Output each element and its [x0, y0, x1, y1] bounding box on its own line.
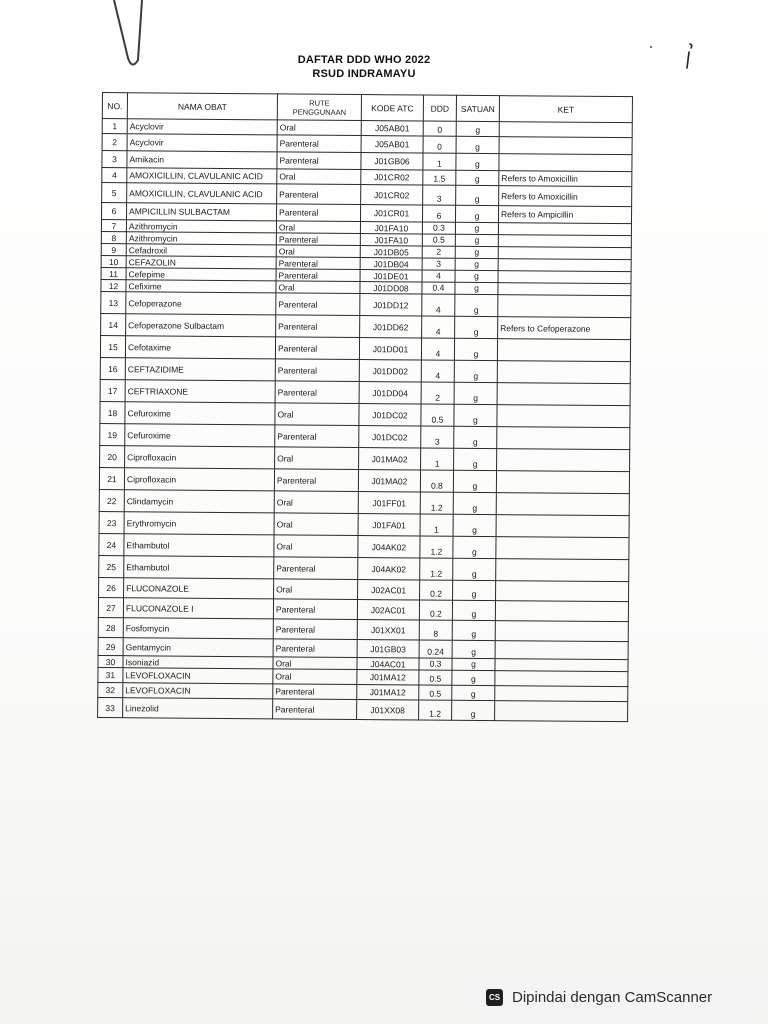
cell-nama-obat: CEFTRIAXONE — [125, 380, 275, 403]
header-satuan: SATUAN — [456, 95, 499, 121]
cell-ddd: 0.8 — [420, 470, 453, 492]
cell-ddd: 0 — [423, 121, 456, 136]
cell-no: 21 — [99, 467, 124, 489]
table-row — [98, 697, 628, 721]
cell-rute: Oral — [273, 657, 357, 670]
cell-satuan: g — [455, 205, 498, 222]
cell-no: 13 — [101, 291, 126, 313]
cell-ddd: 0.3 — [419, 658, 452, 670]
cell-rute: Oral — [277, 120, 361, 136]
cell-no: 17 — [100, 379, 125, 401]
cell-ket — [496, 515, 629, 538]
cell-no: 9 — [101, 243, 126, 255]
cell-ket: Refers to Cefoperazone — [498, 317, 631, 340]
cell-rute: Parenteral — [276, 233, 360, 246]
cell-kode-atc: J05AB01 — [361, 121, 423, 136]
cell-rute: Parenteral — [273, 639, 357, 658]
cell-no: 3 — [102, 151, 127, 168]
cell-satuan: g — [456, 185, 499, 205]
cell-kode-atc: J01DD04 — [359, 382, 421, 404]
cell-ddd: 0.2 — [419, 600, 452, 620]
cell-no: 16 — [100, 357, 125, 379]
camscanner-watermark — [472, 982, 757, 1012]
cell-kode-atc: J01FA10 — [360, 234, 422, 246]
cell-satuan: g — [453, 580, 496, 600]
cell-no: 31 — [98, 667, 123, 682]
cell-nama-obat: Acyclovir — [127, 134, 277, 152]
cell-satuan: g — [452, 685, 495, 700]
cell-ket: Refers to Amoxicillin — [499, 171, 632, 187]
cell-nama-obat: Azithromycin — [126, 220, 276, 233]
cell-ket — [498, 283, 631, 296]
cell-ket — [498, 223, 631, 236]
cell-no: 7 — [101, 220, 126, 232]
cell-no: 32 — [98, 682, 123, 697]
cell-nama-obat: AMOXICILLIN, CLAVULANIC ACID — [127, 168, 277, 184]
cell-rute: Parenteral — [274, 469, 358, 492]
cell-kode-atc: J01DB05 — [360, 246, 422, 258]
cell-nama-obat: FLUCONAZOLE — [124, 578, 274, 599]
cell-satuan: g — [454, 426, 497, 448]
cell-no: 8 — [101, 231, 126, 243]
document-title: DAFTAR DDD WHO 2022 — [297, 54, 431, 66]
cell-nama-obat: AMOXICILLIN, CLAVULANIC ACID — [127, 183, 277, 204]
cell-ddd: 0.24 — [419, 640, 452, 658]
cell-satuan: g — [452, 600, 495, 620]
cell-kode-atc: J01MA02 — [359, 448, 421, 470]
cell-no: 15 — [100, 335, 125, 357]
cell-kode-atc: J01DD08 — [360, 282, 422, 294]
cell-nama-obat: Azithromycin — [126, 232, 276, 245]
cell-nama-obat: Ciprofloxacin — [124, 468, 274, 491]
cell-ket — [495, 621, 628, 642]
cell-ket — [495, 659, 628, 672]
cell-ddd: 0.5 — [422, 234, 455, 246]
cell-nama-obat: Isoniazid — [123, 656, 273, 669]
cell-nama-obat: AMPICILLIN SULBACTAM — [126, 203, 276, 221]
cell-satuan: g — [455, 258, 498, 270]
cell-rute: Parenteral — [273, 684, 357, 700]
cell-satuan: g — [454, 404, 497, 426]
header-rute-line1: RUTE — [309, 98, 330, 108]
cell-ddd: 0.5 — [419, 670, 452, 685]
cell-ddd: 0.5 — [421, 404, 454, 426]
header-ddd: DDD — [423, 95, 456, 121]
cell-rute: Parenteral — [274, 557, 358, 580]
cell-kode-atc: J01DE01 — [360, 270, 422, 282]
cell-ket — [495, 671, 628, 687]
cell-satuan: g — [455, 294, 498, 316]
pen-mark — [682, 42, 696, 72]
cell-kode-atc: J01GB03 — [357, 640, 419, 658]
cell-rute: Oral — [274, 513, 358, 536]
header-kode-atc: KODE ATC — [361, 95, 423, 121]
cell-ddd: 0.4 — [422, 282, 455, 294]
cell-kode-atc: J01FA01 — [358, 514, 420, 536]
cell-ddd: 4 — [421, 338, 454, 360]
cell-satuan: g — [453, 536, 496, 558]
paper-clip-mark — [108, 0, 148, 72]
cell-nama-obat: Cefadroxil — [126, 244, 276, 257]
cell-rute: Parenteral — [276, 204, 360, 222]
table-body — [98, 119, 633, 722]
cell-kode-atc: J01CR01 — [360, 205, 422, 222]
cell-ddd: 3 — [422, 258, 455, 270]
cell-no: 10 — [101, 255, 126, 267]
cell-rute: Parenteral — [275, 425, 359, 448]
cell-ket — [497, 383, 630, 406]
cell-nama-obat: Linezolid — [123, 698, 273, 719]
cell-no: 33 — [98, 697, 123, 717]
cell-kode-atc: J01DD01 — [359, 338, 421, 360]
camscanner-text: Dipindai dengan CamScanner — [512, 988, 713, 1006]
cell-ddd: 1.2 — [420, 492, 453, 514]
cell-no: 25 — [99, 555, 124, 577]
cell-no: 30 — [98, 655, 123, 667]
cell-kode-atc: J01DD02 — [359, 360, 421, 382]
cell-satuan: g — [454, 360, 497, 382]
cell-nama-obat: Cefepime — [126, 268, 276, 281]
cell-kode-atc: J01CR02 — [361, 170, 423, 185]
cell-rute: Parenteral — [276, 293, 360, 316]
cell-kode-atc: J01DB04 — [360, 258, 422, 270]
cell-ket — [498, 235, 631, 248]
header-ket: KET — [499, 96, 632, 123]
cell-ket — [497, 339, 630, 362]
cell-kode-atc: J01MA12 — [357, 670, 419, 685]
cell-ddd: 4 — [421, 360, 454, 382]
cell-ddd: 0 — [423, 136, 456, 153]
cell-kode-atc: J04AK02 — [358, 558, 420, 580]
camscanner-logo: CS — [486, 989, 503, 1006]
cell-ddd: 1.2 — [420, 536, 453, 558]
cell-satuan: g — [455, 282, 498, 294]
cell-satuan: g — [453, 492, 496, 514]
cell-rute: Oral — [275, 403, 359, 426]
cell-ddd: 0.3 — [422, 222, 455, 234]
cell-rute: Parenteral — [276, 257, 360, 270]
cell-ddd: 1 — [423, 153, 456, 170]
cell-no: 18 — [100, 401, 125, 423]
cell-ddd: 4 — [422, 316, 455, 338]
stray-dot-mark — [650, 46, 652, 48]
cell-ket — [496, 537, 629, 560]
cell-kode-atc: J01MA02 — [358, 470, 420, 492]
cell-ket — [495, 601, 628, 622]
cell-rute: Oral — [276, 281, 360, 294]
cell-rute: Oral — [276, 245, 360, 258]
cell-kode-atc: J01DD62 — [360, 316, 422, 338]
cell-ddd: 2 — [421, 382, 454, 404]
cell-ket — [495, 641, 628, 660]
cell-kode-atc: J05AB01 — [361, 136, 423, 153]
cell-satuan: g — [456, 170, 499, 185]
cell-kode-atc: J04AK02 — [358, 536, 420, 558]
cell-ket — [499, 122, 632, 138]
cell-no: 6 — [101, 203, 126, 220]
header-nama-obat: NAMA OBAT — [127, 93, 277, 120]
cell-satuan: g — [453, 514, 496, 536]
cell-ddd: 0.5 — [419, 685, 452, 700]
cell-ddd: 6 — [422, 205, 455, 222]
cell-ket — [495, 686, 628, 702]
cell-ket — [497, 449, 630, 472]
cell-rute: Oral — [274, 491, 358, 514]
cell-no: 23 — [99, 511, 124, 533]
cell-kode-atc: J01FF01 — [358, 492, 420, 514]
header-rute-line2: PENGGUNAAN — [292, 106, 347, 117]
cell-satuan: g — [455, 316, 498, 338]
cell-ket — [496, 581, 629, 602]
cell-rute: Parenteral — [277, 152, 361, 170]
cell-rute: Parenteral — [277, 135, 361, 153]
cell-ddd: 8 — [419, 620, 452, 640]
cell-ket — [499, 137, 632, 155]
cell-satuan: g — [452, 640, 495, 658]
cell-nama-obat: FLUCONAZOLE I — [123, 598, 273, 619]
cell-satuan: g — [454, 338, 497, 360]
ddd-table — [97, 92, 633, 722]
cell-nama-obat: Ciprofloxacin — [125, 446, 275, 469]
cell-ket — [495, 701, 628, 722]
cell-ket — [498, 247, 631, 260]
cell-no: 11 — [101, 267, 126, 279]
cell-satuan: g — [454, 382, 497, 404]
cell-ket — [496, 471, 629, 494]
cell-satuan: g — [455, 222, 498, 234]
cell-ddd: 1.2 — [420, 558, 453, 580]
cell-nama-obat: Cefixime — [126, 280, 276, 293]
cell-kode-atc: J01XX01 — [357, 620, 419, 640]
cell-no: 29 — [98, 637, 123, 655]
cell-kode-atc: J01DC02 — [359, 426, 421, 448]
cell-nama-obat: Gentamycin — [123, 638, 273, 657]
cell-no: 1 — [102, 119, 127, 134]
cell-satuan: g — [455, 270, 498, 282]
cell-ddd: 4 — [422, 294, 455, 316]
cell-ddd: 1.2 — [419, 700, 452, 720]
cell-no: 24 — [99, 533, 124, 555]
cell-ddd: 1 — [421, 448, 454, 470]
cell-satuan: g — [455, 234, 498, 246]
cell-ddd: 0.2 — [420, 580, 453, 600]
cell-satuan: g — [453, 558, 496, 580]
cell-kode-atc: J01GB06 — [361, 153, 423, 170]
cell-kode-atc: J01FA10 — [360, 222, 422, 234]
cell-kode-atc: J04AC01 — [357, 658, 419, 670]
cell-rute: Oral — [274, 535, 358, 558]
cell-nama-obat: Clindamycin — [124, 490, 274, 513]
cell-nama-obat: CEFAZOLIN — [126, 256, 276, 269]
cell-satuan: g — [454, 448, 497, 470]
cell-satuan: g — [452, 700, 495, 720]
cell-nama-obat: Ethambutol — [124, 534, 274, 557]
cell-satuan: g — [456, 121, 499, 136]
cell-ket — [497, 427, 630, 450]
cell-nama-obat: Cefuroxime — [125, 424, 275, 447]
cell-ddd: 3 — [423, 185, 456, 205]
cell-no: 20 — [100, 445, 125, 467]
cell-no: 22 — [99, 489, 124, 511]
cell-ket — [499, 154, 632, 172]
cell-ddd: 1.5 — [423, 170, 456, 185]
cell-kode-atc: J01DC02 — [359, 404, 421, 426]
cell-nama-obat: LEVOFLOXACIN — [123, 683, 273, 699]
cell-ket: Refers to Ampicillin — [498, 206, 631, 224]
cell-nama-obat: Cefoperazone — [126, 292, 276, 315]
cell-no: 12 — [101, 279, 126, 291]
cell-no: 14 — [101, 313, 126, 335]
cell-no: 19 — [100, 423, 125, 445]
cell-kode-atc: J01XX08 — [357, 700, 419, 720]
cell-no: 4 — [102, 168, 127, 183]
cell-rute: Parenteral — [275, 359, 359, 382]
cell-nama-obat: Cefoperazone Sulbactam — [126, 314, 276, 337]
cell-satuan: g — [452, 620, 495, 640]
cell-nama-obat: Erythromycin — [124, 512, 274, 535]
header-no: NO. — [102, 93, 127, 119]
cell-rute: Parenteral — [273, 699, 357, 720]
cell-nama-obat: LEVOFLOXACIN — [123, 668, 273, 684]
cell-kode-atc: J02AC01 — [358, 580, 420, 600]
cell-rute: Parenteral — [273, 599, 357, 620]
cell-nama-obat: Cefuroxime — [125, 402, 275, 425]
cell-rute: Parenteral — [275, 381, 359, 404]
cell-nama-obat: Cefotaxime — [125, 336, 275, 359]
cell-satuan: g — [456, 136, 499, 153]
cell-kode-atc: J01MA12 — [357, 685, 419, 700]
header-rute — [277, 94, 361, 121]
cell-no: 2 — [102, 134, 127, 151]
cell-ket: Refers to Amoxicillin — [499, 186, 632, 207]
cell-rute: Parenteral — [277, 184, 361, 205]
cell-ket — [498, 259, 631, 272]
cell-kode-atc: J02AC01 — [357, 600, 419, 620]
cell-kode-atc: J01CR02 — [361, 185, 423, 205]
cell-rute: Parenteral — [273, 619, 357, 640]
cell-satuan: g — [455, 246, 498, 258]
cell-ddd: 2 — [422, 246, 455, 258]
cell-rute: Oral — [275, 447, 359, 470]
cell-satuan: g — [452, 670, 495, 685]
cell-ket — [497, 405, 630, 428]
cell-rute: Oral — [277, 169, 361, 185]
cell-ddd: 3 — [421, 426, 454, 448]
cell-no: 27 — [98, 597, 123, 617]
cell-nama-obat: Acyclovir — [127, 119, 277, 135]
cell-ket — [498, 271, 631, 284]
cell-rute: Parenteral — [276, 315, 360, 338]
cell-rute: Parenteral — [275, 337, 359, 360]
cell-nama-obat: CEFTAZIDIME — [125, 358, 275, 381]
cell-no: 26 — [99, 577, 124, 597]
cell-nama-obat: Ethambutol — [124, 556, 274, 579]
cell-no: 28 — [98, 617, 123, 637]
cell-satuan: g — [456, 153, 499, 170]
cell-satuan: g — [452, 658, 495, 670]
cell-rute: Oral — [276, 221, 360, 234]
cell-ket — [498, 295, 631, 318]
cell-rute: Oral — [274, 579, 358, 600]
cell-ket — [496, 493, 629, 516]
cell-rute: Parenteral — [276, 269, 360, 282]
cell-kode-atc: J01DD12 — [360, 294, 422, 316]
cell-nama-obat: Amikacin — [127, 151, 277, 169]
cell-ket — [496, 559, 629, 582]
cell-no: 5 — [102, 183, 127, 203]
cell-satuan: g — [453, 470, 496, 492]
cell-ddd: 4 — [422, 270, 455, 282]
cell-ddd: 1 — [420, 514, 453, 536]
cell-nama-obat: Fosfomycin — [123, 618, 273, 639]
cell-ket — [497, 361, 630, 384]
cell-rute: Oral — [273, 669, 357, 685]
document-subtitle: RSUD INDRAMAYU — [312, 68, 416, 80]
